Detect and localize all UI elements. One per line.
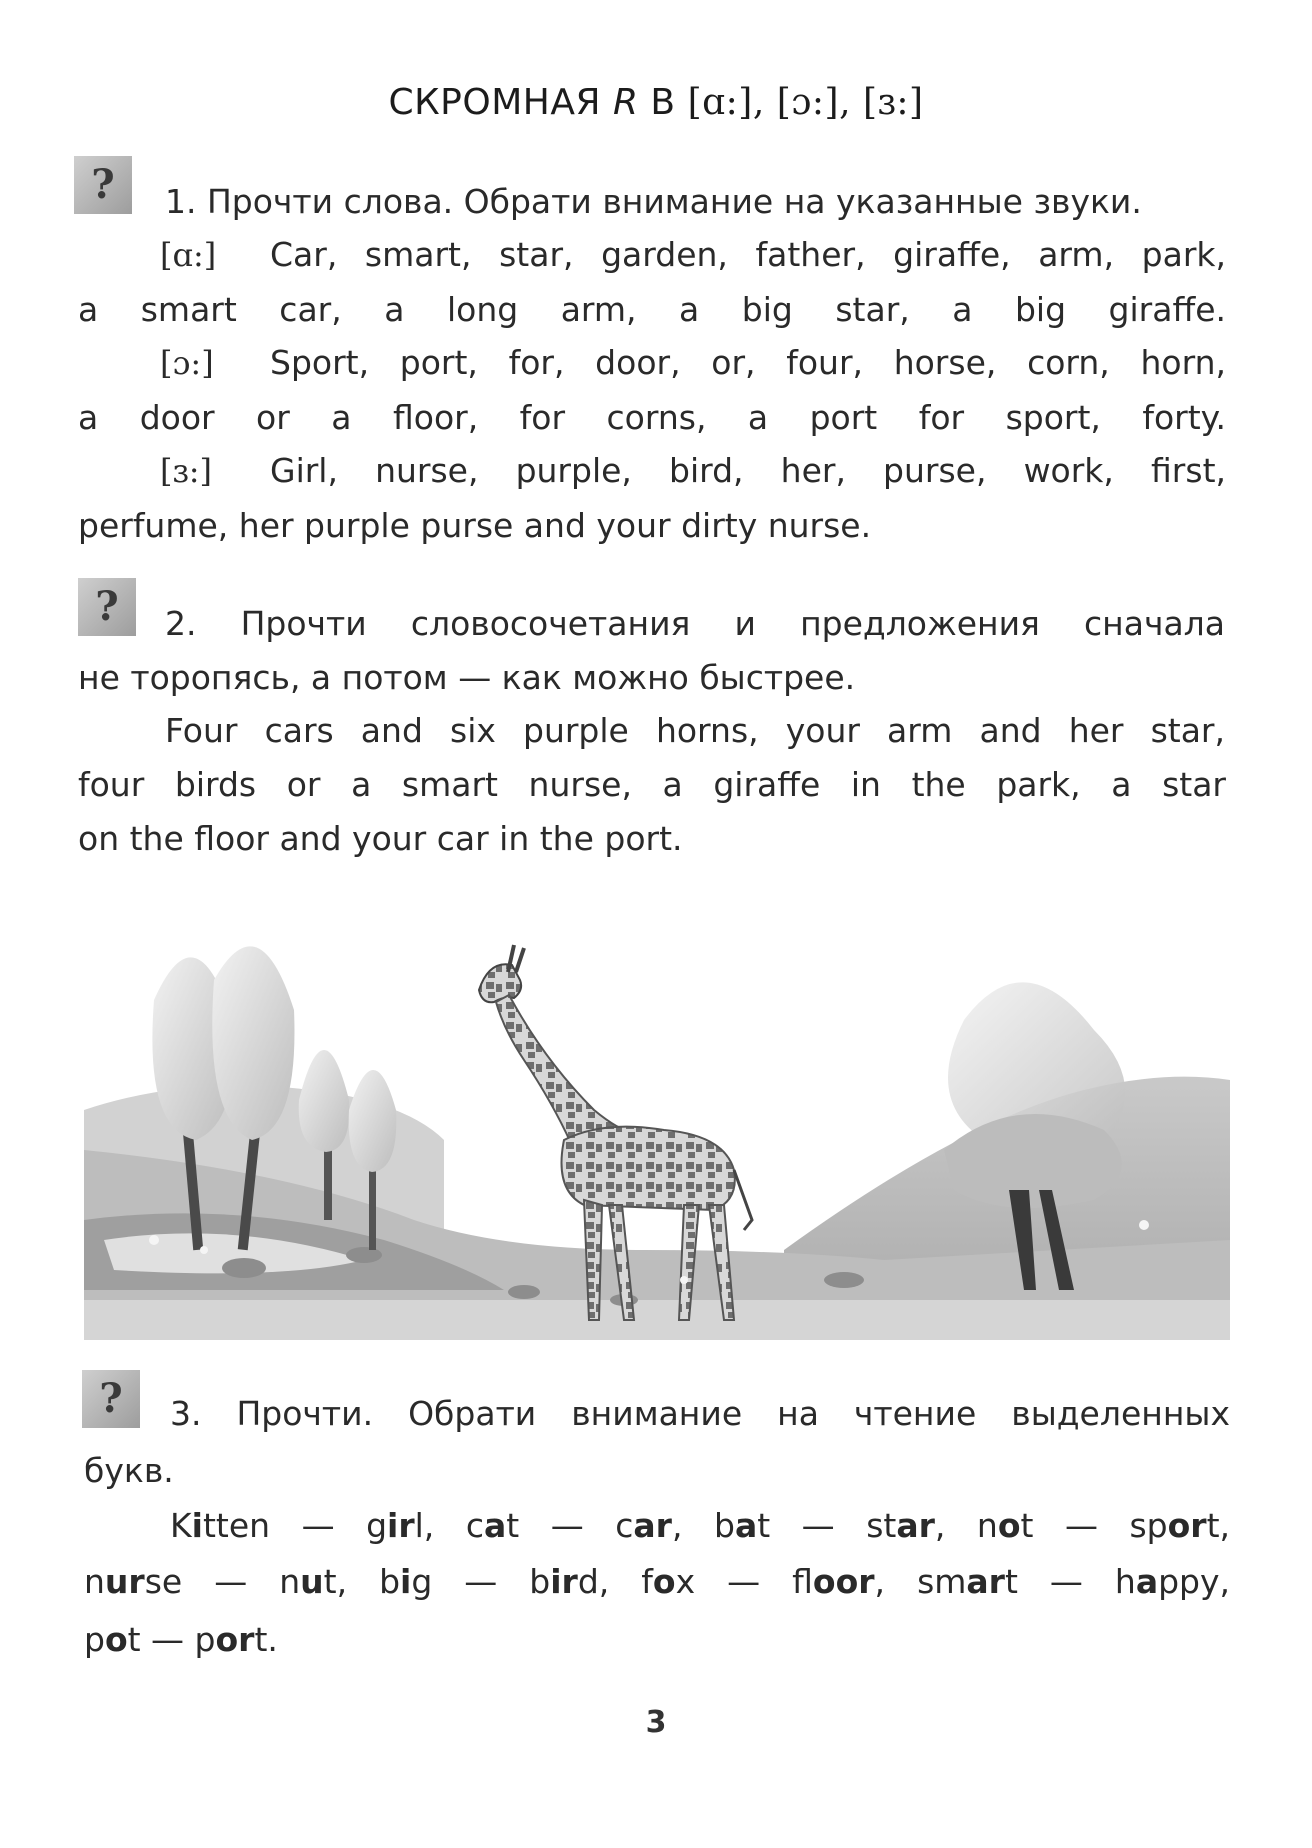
- exercise1-task: 1. Прочти слова. Обрати внимание на указанные звуки.: [165, 182, 1142, 221]
- word-pair: [714, 1506, 945, 1545]
- word-part: n: [976, 1506, 998, 1545]
- title-ipa: [ɑ:], [ɔ:], [ɜ:]: [687, 82, 924, 123]
- word-part: t — p: [127, 1620, 216, 1659]
- highlighted-letters: o: [652, 1562, 676, 1601]
- highlighted-letters: i: [191, 1506, 203, 1545]
- word-part: ,: [671, 1506, 683, 1545]
- highlighted-letters: a: [1135, 1562, 1159, 1601]
- word-pair: [84, 1562, 347, 1601]
- exercise1-group1-line1: [160, 235, 1226, 275]
- exercise3-task-line2: букв.: [84, 1451, 174, 1490]
- exercise1-group1-line2: a smart car, a long arm, a big star, a big giraffe.: [78, 290, 1226, 329]
- highlighted-letters: u: [300, 1562, 324, 1601]
- word-part: p: [84, 1620, 105, 1659]
- page-title: [0, 82, 1312, 123]
- word-part: f: [641, 1562, 653, 1601]
- question-icon: ?: [74, 156, 132, 214]
- exercise2-task-line2: не торопясь, а потом — как можно быстрее.: [78, 658, 856, 697]
- word-pair: [977, 1506, 1230, 1545]
- word-part: b: [379, 1562, 401, 1601]
- word-pair: [84, 1620, 278, 1659]
- highlighted-letters: o: [104, 1620, 128, 1659]
- word-part: x — fl: [675, 1562, 813, 1601]
- word-part: c: [465, 1506, 484, 1545]
- word-part: l,: [414, 1506, 435, 1545]
- title-prefix: СКРОМНАЯ: [388, 82, 601, 123]
- word-part: d,: [577, 1562, 610, 1601]
- exercise3-line1: [170, 1506, 1230, 1546]
- highlighted-letters: ar: [896, 1506, 935, 1545]
- word-part: K: [170, 1506, 192, 1545]
- word-part: t — sp: [1020, 1506, 1168, 1545]
- word-part: ppy,: [1158, 1562, 1231, 1601]
- highlighted-letters: a: [484, 1506, 507, 1545]
- highlighted-letters: a: [734, 1506, 758, 1545]
- title-letter: R: [612, 82, 639, 123]
- highlighted-letters: ar: [966, 1562, 1005, 1601]
- highlighted-letters: ir: [550, 1562, 578, 1601]
- question-icon: ?: [78, 578, 136, 636]
- word-part: g — b: [411, 1562, 551, 1601]
- word-pair: [641, 1562, 885, 1601]
- exercise3-task-line1: 3. Прочти. Обрати внимание на чтение выделенных: [170, 1394, 1230, 1433]
- word-part: t,: [323, 1562, 348, 1601]
- exercise2-text-line1: Four cars and six purple horns, your arm and her star,: [165, 711, 1225, 750]
- giraffe-in-park-illustration: [84, 920, 1230, 1340]
- page-number: 3: [645, 1705, 667, 1740]
- highlighted-letters: oor: [812, 1562, 875, 1601]
- sound-label: [ɜ:]: [160, 452, 213, 490]
- highlighted-letters: ir: [387, 1506, 415, 1545]
- word-part: tten — g: [202, 1506, 388, 1545]
- word-pair: [379, 1562, 609, 1601]
- word-list: Car, smart, star, garden, father, giraffe, arm, park,: [270, 235, 1226, 274]
- highlighted-letters: ar: [633, 1506, 672, 1545]
- word-part: sm: [917, 1562, 967, 1601]
- word-part: ,: [934, 1506, 946, 1545]
- word-part: n: [84, 1562, 105, 1601]
- word-part: ,: [874, 1562, 886, 1601]
- sound-label: [ɑ:]: [160, 236, 217, 274]
- word-part: se — n: [144, 1562, 301, 1601]
- exercise1-group3-line1: [160, 451, 1226, 491]
- word-pair: [917, 1562, 1230, 1601]
- word-list: Sport, port, for, door, or, four, horse, corn, horn,: [270, 343, 1226, 382]
- highlighted-letters: ur: [104, 1562, 145, 1601]
- word-list: Girl, nurse, purple, bird, her, purse, work, first,: [270, 451, 1226, 490]
- word-part: t.: [254, 1620, 278, 1659]
- title-middle: В: [650, 82, 676, 123]
- exercise3-line3: [84, 1620, 1232, 1660]
- word-pair: [170, 1506, 434, 1545]
- exercise2-task-line1: 2. Прочти словосочетания и предложения сначала: [165, 604, 1225, 643]
- exercise2-text-line3: on the floor and your car in the port.: [78, 819, 683, 858]
- word-part: t,: [1206, 1506, 1231, 1545]
- exercise3-line2: [84, 1562, 1230, 1602]
- highlighted-letters: or: [215, 1620, 255, 1659]
- exercise1-group2-line2: a door or a floor, for corns, a port for sport, forty.: [78, 398, 1226, 437]
- exercise1-group3-line2: perfume, her purple purse and your dirty nurse.: [78, 506, 872, 545]
- word-part: b: [713, 1506, 735, 1545]
- word-pair: [466, 1506, 683, 1545]
- word-part: t — h: [1004, 1562, 1136, 1601]
- highlighted-letters: i: [400, 1562, 412, 1601]
- sound-label: [ɔ:]: [160, 344, 214, 382]
- question-icon: ?: [82, 1370, 140, 1428]
- word-part: t — c: [506, 1506, 634, 1545]
- word-part: t — st: [757, 1506, 897, 1545]
- highlighted-letters: o: [997, 1506, 1021, 1545]
- highlighted-letters: or: [1167, 1506, 1207, 1545]
- exercise1-group2-line1: [160, 343, 1226, 383]
- exercise2-text-line2: four birds or a smart nurse, a giraffe in the park, a star: [78, 765, 1226, 804]
